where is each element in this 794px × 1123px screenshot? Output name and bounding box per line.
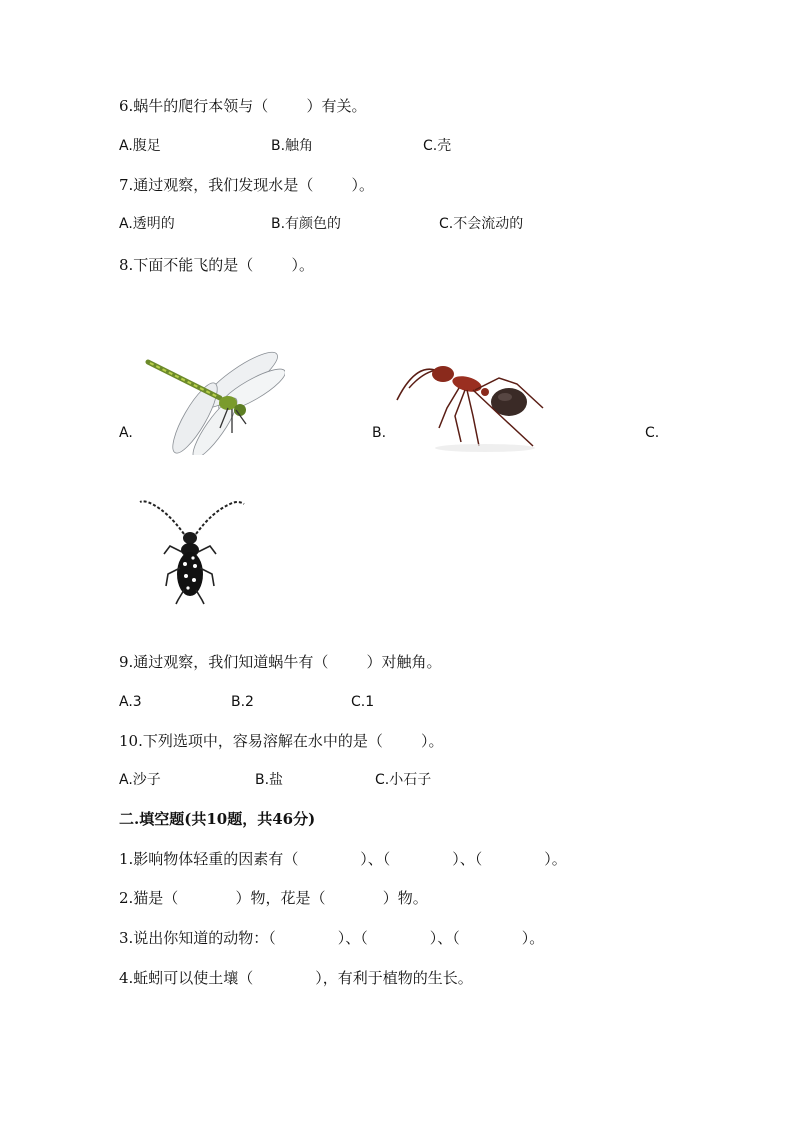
section-2-heading: 二.填空题(共10题，共46分)	[119, 810, 316, 828]
fill-blank-4: 4.蚯蚓可以使土壤（ ），有利于植物的生长。	[119, 969, 473, 987]
q6-option-c[interactable]: C.壳	[423, 138, 452, 154]
q8-option-b[interactable]: B.	[372, 425, 387, 441]
question-6-stem: 6.蜗牛的爬行本领与（ ）有关。	[119, 97, 367, 115]
q6-option-a[interactable]: A.腹足	[119, 138, 161, 154]
question-8-stem: 8.下面不能飞的是（ ）。	[119, 256, 314, 274]
q10-option-a[interactable]: A.沙子	[119, 772, 161, 788]
q6-option-b[interactable]: B.触角	[271, 138, 314, 154]
q7-option-a[interactable]: A.透明的	[119, 216, 175, 232]
question-10-stem: 10.下列选项中，容易溶解在水中的是（ ）。	[119, 732, 444, 750]
q7-option-c[interactable]: C.不会流动的	[439, 216, 524, 232]
q10-option-b[interactable]: B.盐	[255, 772, 284, 788]
q9-option-b[interactable]: B.2	[231, 694, 254, 710]
fill-blank-2: 2.猫是（ ）物，花是（ ）物。	[119, 889, 428, 907]
q10-option-c[interactable]: C.小石子	[375, 772, 432, 788]
ant-image	[395, 358, 550, 453]
dragonfly-image	[140, 340, 285, 455]
fill-blank-1: 1.影响物体轻重的因素有（ ）、（ ）、（ ）。	[119, 850, 567, 868]
fill-blank-3: 3.说出你知道的动物：（ ）、（ ）、（ ）。	[119, 929, 545, 947]
q9-option-a[interactable]: A.3	[119, 694, 142, 710]
q9-option-c[interactable]: C.1	[351, 694, 375, 710]
q8-option-a[interactable]: A.	[119, 425, 133, 441]
question-9-stem: 9.通过观察，我们知道蜗牛有（ ）对触角。	[119, 653, 442, 671]
question-7-stem: 7.通过观察，我们发现水是（ ）。	[119, 176, 374, 194]
q7-option-b[interactable]: B.有颜色的	[271, 216, 342, 232]
longhorn-beetle-image	[138, 494, 248, 606]
q8-option-c[interactable]: C.	[645, 425, 660, 441]
